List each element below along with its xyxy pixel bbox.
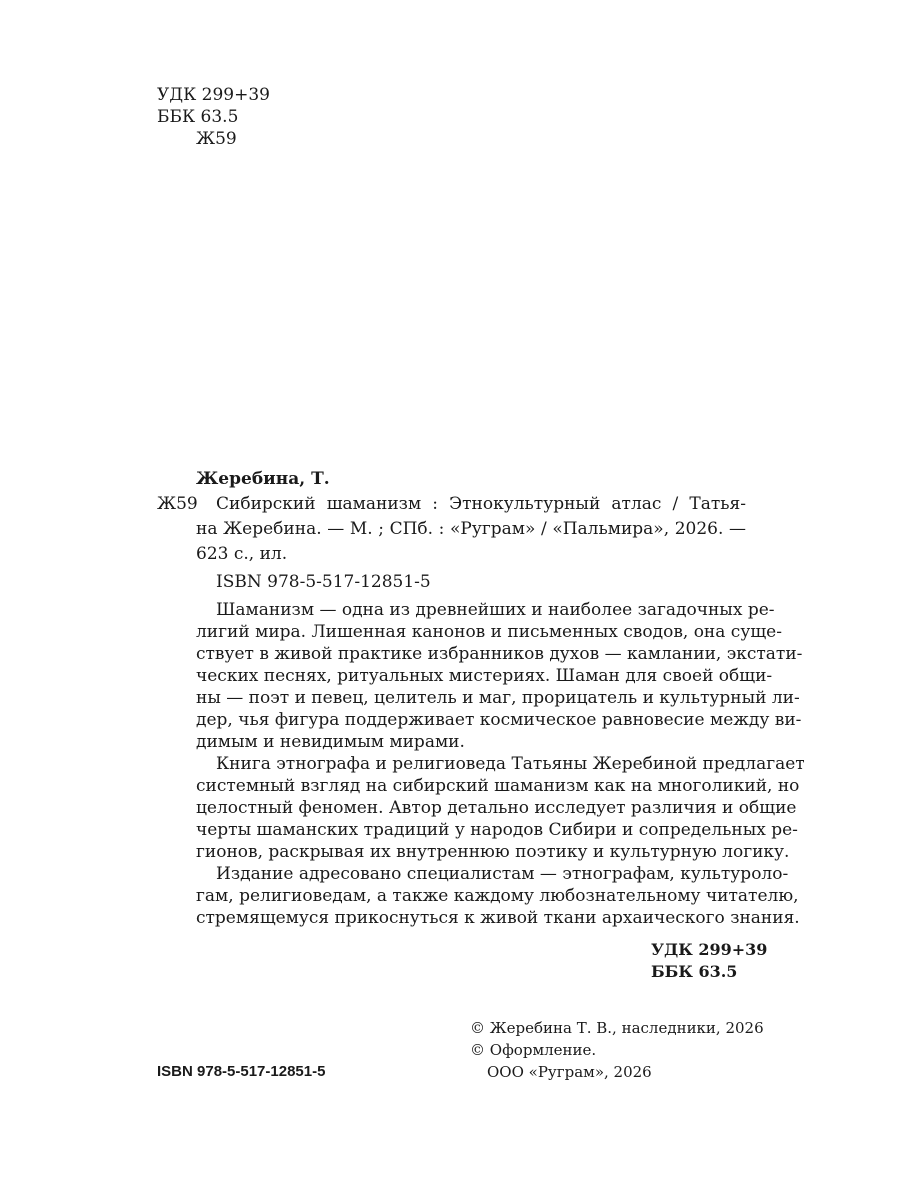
record-isbn: ISBN 978-5-517-12851-5 <box>216 572 431 592</box>
annotation-line: черты шаманских традиций у народов Сибири и сопредельных ре- <box>196 820 798 840</box>
bottom-udk-code: УДК 299+39 <box>651 940 768 959</box>
record-title-line-1: Сибирский шаманизм : Этнокультурный атлас / Татья- <box>216 494 746 514</box>
annotation-line: гам, религиоведам, а также каждому любознательному читателю, <box>196 886 799 906</box>
record-title-line-2: на Жеребина. — М. ; СПб. : «Руграм» / «Пальмира», 2026. — <box>196 519 746 539</box>
annotation-line: гионов, раскрывая их внутреннюю поэтику и культурную логику. <box>196 842 790 862</box>
annotation-line: дер, чья фигура поддерживает космическое равновесие между ви- <box>196 710 802 730</box>
bbk-code: ББК 63.5 <box>157 107 239 127</box>
udk-code: УДК 299+39 <box>157 85 270 105</box>
record-author-mark: Ж59 <box>157 494 198 514</box>
annotation-line: лигий мира. Лишенная канонов и письменных сводов, она суще- <box>196 622 782 642</box>
annotation-line: димым и невидимым мирами. <box>196 732 465 752</box>
footer-isbn: ISBN 978-5-517-12851-5 <box>157 1063 326 1080</box>
annotation-line: стремящемуся прикоснуться к живой ткани архаического знания. <box>196 908 800 928</box>
annotation-line: ствует в живой практике избранников духов — камлании, экстати- <box>196 644 803 664</box>
annotation-line: Книга этнографа и религиоведа Татьяны Жеребиной предлагает <box>216 754 805 774</box>
bottom-bbk-code: ББК 63.5 <box>651 962 738 981</box>
copyright-publisher: ООО «Руграм», 2026 <box>487 1063 652 1081</box>
annotation-line: Издание адресовано специалистам — этнографам, культуроло- <box>216 864 789 884</box>
author-mark: Ж59 <box>196 129 237 149</box>
record-title-line-3: 623 с., ил. <box>196 544 288 564</box>
annotation-line: Шаманизм — одна из древнейших и наиболее загадочных ре- <box>216 600 775 620</box>
copyright-design: © Оформление. <box>470 1041 597 1059</box>
annotation-line: ческих песнях, ритуальных мистериях. Шаман для своей общи- <box>196 666 773 686</box>
author-heading: Жеребина, Т. <box>196 469 330 489</box>
annotation-line: ны — поэт и певец, целитель и маг, прорицатель и культурный ли- <box>196 688 800 708</box>
annotation-line: системный взгляд на сибирский шаманизм как на многоликий, но <box>196 776 800 796</box>
copyright-author: © Жеребина Т. В., наследники, 2026 <box>470 1019 764 1037</box>
annotation-line: целостный феномен. Автор детально исследует различия и общие <box>196 798 797 818</box>
